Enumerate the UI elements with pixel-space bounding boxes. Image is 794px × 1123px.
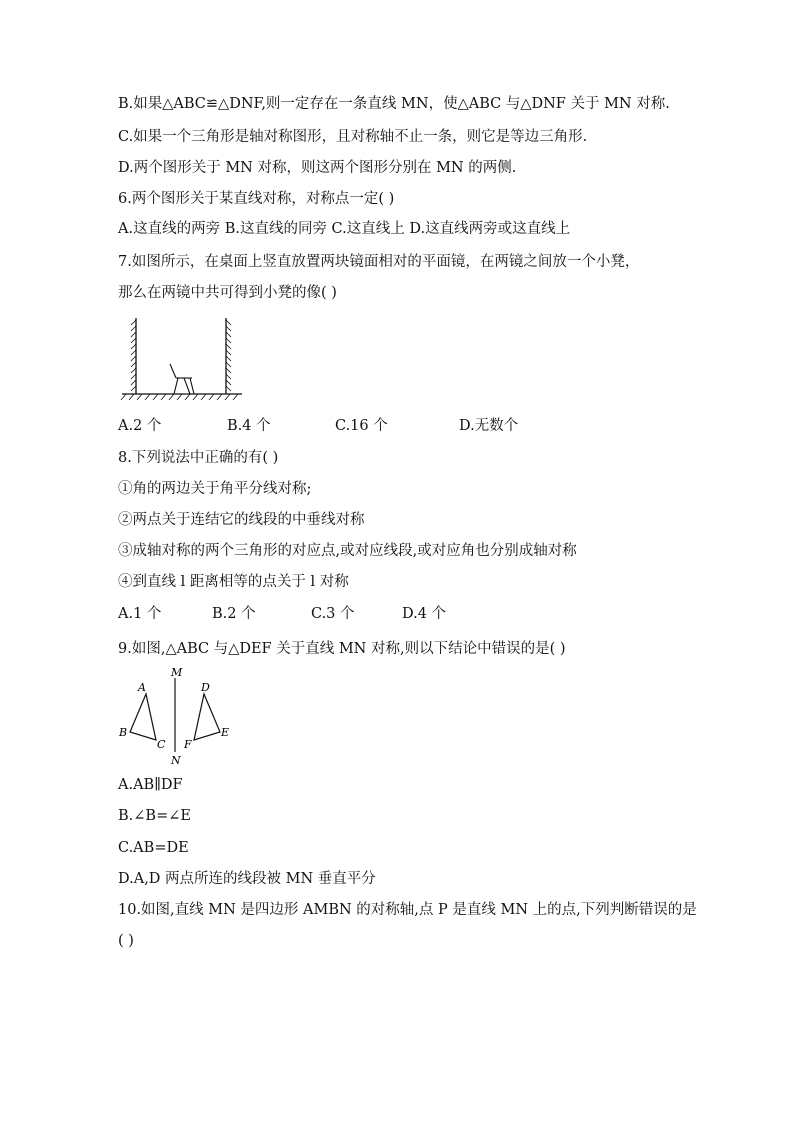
q9-option-b: B.∠B=∠E <box>118 808 191 824</box>
question-8: 8.下列说法中正确的有( ) <box>118 450 279 466</box>
label-f: F <box>184 738 192 751</box>
question-9: 9.如图,△ABC 与△DEF 关于直线 MN 对称,则以下结论中错误的是( ) <box>118 641 566 657</box>
q8-option-d: D.4 个 <box>402 606 447 622</box>
q7-option-a: A.2 个 <box>118 418 162 434</box>
option-d-statement: D.两个图形关于 MN 对称，则这两个图形分别在 MN 的两侧. <box>118 160 517 176</box>
question-7-line2: 那么在两镜中共可得到小凳的像( ) <box>118 285 337 301</box>
stool-icon <box>170 364 194 394</box>
label-b: B <box>119 726 128 739</box>
q9-option-d: D.A,D 两点所连的线段被 MN 垂直平分 <box>118 871 376 887</box>
q8-statement-1: ①角的两边关于角平分线对称; <box>118 481 312 497</box>
q8-statement-4: ④到直线 l 距离相等的点关于 l 对称 <box>118 574 349 590</box>
q8-statement-3: ③成轴对称的两个三角形的对应点,或对应线段,或对应角也分别成轴对称 <box>118 543 577 559</box>
q8-option-b: B.2 个 <box>212 606 256 622</box>
label-a: A <box>138 681 146 694</box>
q8-option-a: A.1 个 <box>118 606 162 622</box>
q7-option-d: D.无数个 <box>459 418 519 434</box>
option-b-statement: B.如果△ABC≌△DNF,则一定存在一条直线 MN，使△ABC 与△DNF 关于 MN 对称. <box>118 96 670 112</box>
question-7-line1: 7.如图所示，在桌面上竖直放置两块镜面相对的平面镜，在两镜之间放一个小凳， <box>118 254 640 270</box>
label-c: C <box>157 738 166 751</box>
q9-option-a: A.AB∥DF <box>118 777 183 793</box>
label-e: E <box>221 726 230 739</box>
question-6: 6.两个图形关于某直线对称，对称点一定( ) <box>118 191 395 207</box>
label-m: M <box>171 666 183 679</box>
option-c-statement: C.如果一个三角形是轴对称图形，且对称轴不止一条，则它是等边三角形. <box>118 129 588 145</box>
q9-option-c: C.AB=DE <box>118 840 189 856</box>
label-d: D <box>201 681 210 694</box>
label-n: N <box>171 754 181 767</box>
question-6-options: A.这直线的两旁 B.这直线的同旁 C.这直线上 D.这直线两旁或这直线上 <box>118 221 571 237</box>
q7-option-c: C.16 个 <box>335 418 388 434</box>
question-10-line1: 10.如图,直线 MN 是四边形 AMBN 的对称轴,点 P 是直线 MN 上的点,下列判断错误的是 <box>118 902 697 918</box>
symmetric-triangles-figure <box>114 664 238 768</box>
q7-option-b: B.4 个 <box>227 418 271 434</box>
q8-option-c: C.3 个 <box>311 606 355 622</box>
mirror-stool-figure <box>118 312 246 408</box>
question-10-line2: ( ) <box>118 933 134 949</box>
q8-statement-2: ②两点关于连结它的线段的中垂线对称 <box>118 512 365 528</box>
